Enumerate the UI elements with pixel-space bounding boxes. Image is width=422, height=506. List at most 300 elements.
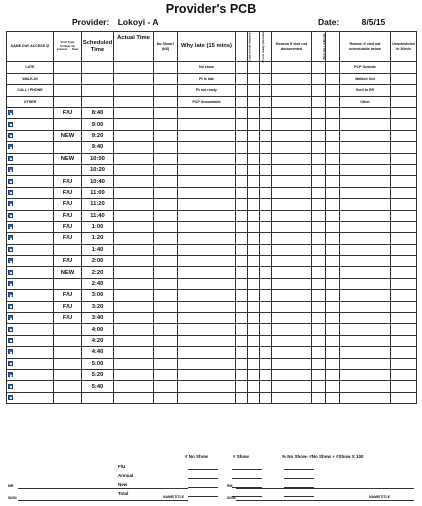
entry-cell[interactable]: [154, 313, 178, 324]
entry-cell[interactable]: [154, 187, 178, 198]
entry-cell[interactable]: [248, 108, 260, 119]
visit-type-cell[interactable]: [54, 335, 82, 346]
checkbox-icon[interactable]: [8, 224, 13, 229]
entry-cell[interactable]: [236, 119, 248, 130]
entry-cell[interactable]: [312, 301, 326, 312]
scheduled-time-cell[interactable]: 4:20: [82, 335, 114, 346]
entry-cell[interactable]: [340, 119, 391, 130]
scheduled-time-cell[interactable]: 10:00: [82, 153, 114, 164]
entry-cell[interactable]: [340, 381, 391, 392]
entry-cell[interactable]: [260, 290, 272, 301]
sig-right-top-line[interactable]: [236, 488, 414, 489]
summary-line[interactable]: [188, 487, 218, 488]
entry-cell[interactable]: [154, 164, 178, 175]
entry-cell[interactable]: [178, 278, 236, 289]
sig-left-bottom-line[interactable]: [18, 500, 188, 501]
visit-type-cell[interactable]: [54, 142, 82, 153]
visit-type-cell[interactable]: F/U: [54, 187, 82, 198]
entry-cell[interactable]: [178, 369, 236, 380]
visit-type-cell[interactable]: F/U: [54, 290, 82, 301]
entry-cell[interactable]: [260, 244, 272, 255]
entry-cell[interactable]: [260, 164, 272, 175]
entry-cell[interactable]: [260, 187, 272, 198]
entry-cell[interactable]: [236, 164, 248, 175]
entry-cell[interactable]: [154, 381, 178, 392]
entry-cell[interactable]: [248, 392, 260, 403]
entry-cell[interactable]: [236, 176, 248, 187]
entry-cell[interactable]: [312, 108, 326, 119]
entry-cell[interactable]: [340, 142, 391, 153]
entry-cell[interactable]: [272, 301, 312, 312]
entry-cell[interactable]: [272, 108, 312, 119]
entry-cell[interactable]: [391, 369, 417, 380]
visit-type-cell[interactable]: [54, 244, 82, 255]
entry-cell[interactable]: [272, 176, 312, 187]
entry-cell[interactable]: [312, 130, 326, 141]
visit-type-cell[interactable]: [54, 392, 82, 403]
scheduled-time-cell[interactable]: [82, 392, 114, 403]
entry-cell[interactable]: [312, 267, 326, 278]
entry-cell[interactable]: [340, 301, 391, 312]
entry-cell[interactable]: [260, 347, 272, 358]
visit-type-cell[interactable]: [54, 358, 82, 369]
entry-cell[interactable]: [312, 221, 326, 232]
summary-line[interactable]: [284, 496, 314, 497]
entry-cell[interactable]: [326, 176, 340, 187]
entry-cell[interactable]: [272, 199, 312, 210]
entry-cell[interactable]: [312, 335, 326, 346]
entry-cell[interactable]: [312, 233, 326, 244]
entry-cell[interactable]: [326, 199, 340, 210]
visit-type-cell[interactable]: F/U: [54, 199, 82, 210]
entry-cell[interactable]: [326, 347, 340, 358]
entry-cell[interactable]: [326, 244, 340, 255]
entry-cell[interactable]: [340, 164, 391, 175]
entry-cell[interactable]: [178, 313, 236, 324]
entry-cell[interactable]: [260, 278, 272, 289]
entry-cell[interactable]: [391, 119, 417, 130]
entry-cell[interactable]: [236, 233, 248, 244]
entry-cell[interactable]: [260, 335, 272, 346]
entry-cell[interactable]: [391, 290, 417, 301]
entry-cell[interactable]: [326, 335, 340, 346]
entry-cell[interactable]: [114, 369, 154, 380]
entry-cell[interactable]: [248, 153, 260, 164]
entry-cell[interactable]: [248, 290, 260, 301]
entry-cell[interactable]: [236, 278, 248, 289]
scheduled-time-cell[interactable]: 3:40: [82, 313, 114, 324]
scheduled-time-cell[interactable]: 1:00: [82, 221, 114, 232]
entry-cell[interactable]: [248, 233, 260, 244]
visit-type-cell[interactable]: [54, 278, 82, 289]
visit-type-cell[interactable]: F/U: [54, 210, 82, 221]
scheduled-time-cell[interactable]: 4:00: [82, 324, 114, 335]
entry-cell[interactable]: [260, 256, 272, 267]
entry-cell[interactable]: [154, 119, 178, 130]
entry-cell[interactable]: [114, 335, 154, 346]
entry-cell[interactable]: [236, 221, 248, 232]
visit-type-cell[interactable]: [54, 164, 82, 175]
scheduled-time-cell[interactable]: 3:20: [82, 301, 114, 312]
visit-type-cell[interactable]: [54, 119, 82, 130]
entry-cell[interactable]: [260, 358, 272, 369]
entry-cell[interactable]: [391, 392, 417, 403]
entry-cell[interactable]: [154, 290, 178, 301]
sig-right-bottom-line[interactable]: [236, 500, 414, 501]
entry-cell[interactable]: [114, 187, 154, 198]
entry-cell[interactable]: [114, 164, 154, 175]
entry-cell[interactable]: [114, 392, 154, 403]
visit-type-cell[interactable]: F/U: [54, 176, 82, 187]
entry-cell[interactable]: [114, 221, 154, 232]
entry-cell[interactable]: [260, 313, 272, 324]
entry-cell[interactable]: [114, 313, 154, 324]
entry-cell[interactable]: [326, 392, 340, 403]
entry-cell[interactable]: [272, 187, 312, 198]
entry-cell[interactable]: [272, 233, 312, 244]
entry-cell[interactable]: [260, 381, 272, 392]
entry-cell[interactable]: [260, 233, 272, 244]
entry-cell[interactable]: [326, 290, 340, 301]
entry-cell[interactable]: [391, 301, 417, 312]
scheduled-time-cell[interactable]: 11:20: [82, 199, 114, 210]
summary-line[interactable]: [188, 496, 218, 497]
visit-type-cell[interactable]: [54, 324, 82, 335]
entry-cell[interactable]: [236, 290, 248, 301]
entry-cell[interactable]: [312, 187, 326, 198]
visit-type-cell[interactable]: F/U: [54, 221, 82, 232]
entry-cell[interactable]: [236, 301, 248, 312]
entry-cell[interactable]: [178, 187, 236, 198]
entry-cell[interactable]: [154, 335, 178, 346]
entry-cell[interactable]: [178, 221, 236, 232]
entry-cell[interactable]: [178, 324, 236, 335]
entry-cell[interactable]: [326, 313, 340, 324]
entry-cell[interactable]: [248, 119, 260, 130]
entry-cell[interactable]: [391, 381, 417, 392]
scheduled-time-cell[interactable]: 1:40: [82, 244, 114, 255]
entry-cell[interactable]: [326, 267, 340, 278]
entry-cell[interactable]: [326, 324, 340, 335]
entry-cell[interactable]: [236, 187, 248, 198]
entry-cell[interactable]: [260, 130, 272, 141]
entry-cell[interactable]: [178, 358, 236, 369]
visit-type-cell[interactable]: F/U: [54, 313, 82, 324]
entry-cell[interactable]: [326, 233, 340, 244]
entry-cell[interactable]: [326, 119, 340, 130]
entry-cell[interactable]: [312, 176, 326, 187]
entry-cell[interactable]: [272, 290, 312, 301]
scheduled-time-cell[interactable]: 5:40: [82, 381, 114, 392]
entry-cell[interactable]: [236, 392, 248, 403]
checkbox-icon[interactable]: [8, 384, 13, 389]
scheduled-time-cell[interactable]: 9:20: [82, 130, 114, 141]
entry-cell[interactable]: [340, 244, 391, 255]
visit-type-cell[interactable]: F/U: [54, 233, 82, 244]
entry-cell[interactable]: [391, 244, 417, 255]
entry-cell[interactable]: [154, 347, 178, 358]
entry-cell[interactable]: [178, 153, 236, 164]
checkbox-icon[interactable]: [8, 361, 13, 366]
checkbox-icon[interactable]: [8, 201, 13, 206]
entry-cell[interactable]: [391, 256, 417, 267]
entry-cell[interactable]: [272, 153, 312, 164]
entry-cell[interactable]: [114, 256, 154, 267]
entry-cell[interactable]: [114, 108, 154, 119]
entry-cell[interactable]: [248, 301, 260, 312]
entry-cell[interactable]: [391, 233, 417, 244]
entry-cell[interactable]: [326, 130, 340, 141]
entry-cell[interactable]: [312, 244, 326, 255]
entry-cell[interactable]: [391, 153, 417, 164]
visit-type-cell[interactable]: F/U: [54, 108, 82, 119]
entry-cell[interactable]: [391, 313, 417, 324]
entry-cell[interactable]: [340, 108, 391, 119]
entry-cell[interactable]: [248, 358, 260, 369]
checkbox-icon[interactable]: [8, 190, 13, 195]
entry-cell[interactable]: [272, 210, 312, 221]
checkbox-icon[interactable]: [8, 144, 13, 149]
entry-cell[interactable]: [114, 358, 154, 369]
entry-cell[interactable]: [178, 199, 236, 210]
entry-cell[interactable]: [260, 301, 272, 312]
entry-cell[interactable]: [236, 199, 248, 210]
entry-cell[interactable]: [178, 119, 236, 130]
entry-cell[interactable]: [312, 256, 326, 267]
scheduled-time-cell[interactable]: 9:40: [82, 142, 114, 153]
entry-cell[interactable]: [272, 278, 312, 289]
entry-cell[interactable]: [272, 221, 312, 232]
entry-cell[interactable]: [248, 267, 260, 278]
entry-cell[interactable]: [236, 256, 248, 267]
entry-cell[interactable]: [114, 153, 154, 164]
entry-cell[interactable]: [236, 324, 248, 335]
entry-cell[interactable]: [312, 347, 326, 358]
entry-cell[interactable]: [248, 244, 260, 255]
entry-cell[interactable]: [272, 119, 312, 130]
entry-cell[interactable]: [326, 221, 340, 232]
entry-cell[interactable]: [391, 130, 417, 141]
scheduled-time-cell[interactable]: 2:00: [82, 256, 114, 267]
entry-cell[interactable]: [391, 221, 417, 232]
entry-cell[interactable]: [326, 142, 340, 153]
entry-cell[interactable]: [391, 142, 417, 153]
checkbox-icon[interactable]: [8, 281, 13, 286]
scheduled-time-cell[interactable]: 1:20: [82, 233, 114, 244]
entry-cell[interactable]: [178, 176, 236, 187]
entry-cell[interactable]: [326, 210, 340, 221]
entry-cell[interactable]: [236, 381, 248, 392]
entry-cell[interactable]: [248, 187, 260, 198]
entry-cell[interactable]: [178, 335, 236, 346]
entry-cell[interactable]: [114, 381, 154, 392]
entry-cell[interactable]: [312, 324, 326, 335]
entry-cell[interactable]: [326, 153, 340, 164]
entry-cell[interactable]: [178, 244, 236, 255]
entry-cell[interactable]: [248, 347, 260, 358]
entry-cell[interactable]: [178, 256, 236, 267]
scheduled-time-cell[interactable]: 3:00: [82, 290, 114, 301]
sig-left-top-line[interactable]: [18, 488, 188, 489]
entry-cell[interactable]: [272, 369, 312, 380]
entry-cell[interactable]: [248, 278, 260, 289]
entry-cell[interactable]: [154, 108, 178, 119]
entry-cell[interactable]: [272, 381, 312, 392]
entry-cell[interactable]: [326, 358, 340, 369]
entry-cell[interactable]: [154, 256, 178, 267]
entry-cell[interactable]: [340, 233, 391, 244]
entry-cell[interactable]: [340, 290, 391, 301]
entry-cell[interactable]: [312, 164, 326, 175]
entry-cell[interactable]: [272, 335, 312, 346]
entry-cell[interactable]: [248, 142, 260, 153]
entry-cell[interactable]: [248, 313, 260, 324]
checkbox-icon[interactable]: [8, 179, 13, 184]
checkbox-icon[interactable]: [8, 315, 13, 320]
entry-cell[interactable]: [272, 313, 312, 324]
checkbox-icon[interactable]: [8, 213, 13, 218]
scheduled-time-cell[interactable]: 10:20: [82, 164, 114, 175]
entry-cell[interactable]: [114, 244, 154, 255]
entry-cell[interactable]: [236, 210, 248, 221]
entry-cell[interactable]: [248, 199, 260, 210]
entry-cell[interactable]: [260, 176, 272, 187]
entry-cell[interactable]: [260, 153, 272, 164]
entry-cell[interactable]: [154, 221, 178, 232]
checkbox-icon[interactable]: [8, 122, 13, 127]
entry-cell[interactable]: [236, 347, 248, 358]
visit-type-cell[interactable]: [54, 347, 82, 358]
entry-cell[interactable]: [154, 142, 178, 153]
checkbox-icon[interactable]: [8, 247, 13, 252]
checkbox-icon[interactable]: [8, 235, 13, 240]
scheduled-time-cell[interactable]: 10:40: [82, 176, 114, 187]
entry-cell[interactable]: [312, 153, 326, 164]
visit-type-cell[interactable]: NEW: [54, 153, 82, 164]
entry-cell[interactable]: [114, 278, 154, 289]
entry-cell[interactable]: [391, 108, 417, 119]
entry-cell[interactable]: [236, 130, 248, 141]
entry-cell[interactable]: [178, 392, 236, 403]
checkbox-icon[interactable]: [8, 372, 13, 377]
checkbox-icon[interactable]: [8, 270, 13, 275]
entry-cell[interactable]: [154, 278, 178, 289]
entry-cell[interactable]: [236, 108, 248, 119]
entry-cell[interactable]: [391, 176, 417, 187]
entry-cell[interactable]: [391, 347, 417, 358]
checkbox-icon[interactable]: [8, 167, 13, 172]
entry-cell[interactable]: [178, 347, 236, 358]
scheduled-time-cell[interactable]: 9:00: [82, 119, 114, 130]
entry-cell[interactable]: [326, 108, 340, 119]
entry-cell[interactable]: [154, 324, 178, 335]
entry-cell[interactable]: [236, 244, 248, 255]
entry-cell[interactable]: [312, 369, 326, 380]
entry-cell[interactable]: [326, 187, 340, 198]
entry-cell[interactable]: [236, 369, 248, 380]
entry-cell[interactable]: [312, 278, 326, 289]
entry-cell[interactable]: [178, 130, 236, 141]
scheduled-time-cell[interactable]: 11:00: [82, 187, 114, 198]
visit-type-cell[interactable]: NEW: [54, 267, 82, 278]
entry-cell[interactable]: [326, 369, 340, 380]
entry-cell[interactable]: [178, 108, 236, 119]
entry-cell[interactable]: [248, 221, 260, 232]
entry-cell[interactable]: [260, 199, 272, 210]
entry-cell[interactable]: [340, 199, 391, 210]
entry-cell[interactable]: [272, 267, 312, 278]
entry-cell[interactable]: [312, 142, 326, 153]
scheduled-time-cell[interactable]: 4:40: [82, 347, 114, 358]
visit-type-cell[interactable]: F/U: [54, 301, 82, 312]
checkbox-icon[interactable]: [8, 338, 13, 343]
entry-cell[interactable]: [178, 381, 236, 392]
entry-cell[interactable]: [178, 142, 236, 153]
entry-cell[interactable]: [340, 369, 391, 380]
entry-cell[interactable]: [114, 142, 154, 153]
scheduled-time-cell[interactable]: 5:20: [82, 369, 114, 380]
entry-cell[interactable]: [260, 119, 272, 130]
entry-cell[interactable]: [154, 233, 178, 244]
entry-cell[interactable]: [326, 164, 340, 175]
entry-cell[interactable]: [340, 324, 391, 335]
entry-cell[interactable]: [260, 392, 272, 403]
entry-cell[interactable]: [236, 335, 248, 346]
entry-cell[interactable]: [236, 142, 248, 153]
entry-cell[interactable]: [326, 278, 340, 289]
entry-cell[interactable]: [154, 210, 178, 221]
entry-cell[interactable]: [391, 335, 417, 346]
entry-cell[interactable]: [248, 324, 260, 335]
entry-cell[interactable]: [312, 119, 326, 130]
checkbox-icon[interactable]: [8, 292, 13, 297]
entry-cell[interactable]: [114, 210, 154, 221]
checkbox-icon[interactable]: [8, 110, 13, 115]
entry-cell[interactable]: [312, 381, 326, 392]
entry-cell[interactable]: [114, 267, 154, 278]
entry-cell[interactable]: [312, 358, 326, 369]
entry-cell[interactable]: [114, 176, 154, 187]
summary-line[interactable]: [232, 469, 262, 470]
entry-cell[interactable]: [340, 392, 391, 403]
scheduled-time-cell[interactable]: 8:40: [82, 108, 114, 119]
scheduled-time-cell[interactable]: 2:20: [82, 267, 114, 278]
entry-cell[interactable]: [340, 256, 391, 267]
checkbox-icon[interactable]: [8, 395, 13, 400]
scheduled-time-cell[interactable]: 5:00: [82, 358, 114, 369]
entry-cell[interactable]: [391, 199, 417, 210]
entry-cell[interactable]: [248, 164, 260, 175]
entry-cell[interactable]: [272, 347, 312, 358]
entry-cell[interactable]: [114, 347, 154, 358]
entry-cell[interactable]: [391, 324, 417, 335]
entry-cell[interactable]: [312, 199, 326, 210]
entry-cell[interactable]: [272, 256, 312, 267]
entry-cell[interactable]: [154, 130, 178, 141]
checkbox-icon[interactable]: [8, 304, 13, 309]
entry-cell[interactable]: [312, 290, 326, 301]
entry-cell[interactable]: [178, 267, 236, 278]
entry-cell[interactable]: [260, 108, 272, 119]
entry-cell[interactable]: [260, 142, 272, 153]
visit-type-cell[interactable]: NEW: [54, 130, 82, 141]
summary-line[interactable]: [284, 478, 314, 479]
entry-cell[interactable]: [312, 313, 326, 324]
entry-cell[interactable]: [248, 256, 260, 267]
entry-cell[interactable]: [260, 369, 272, 380]
entry-cell[interactable]: [248, 210, 260, 221]
checkbox-icon[interactable]: [8, 258, 13, 263]
